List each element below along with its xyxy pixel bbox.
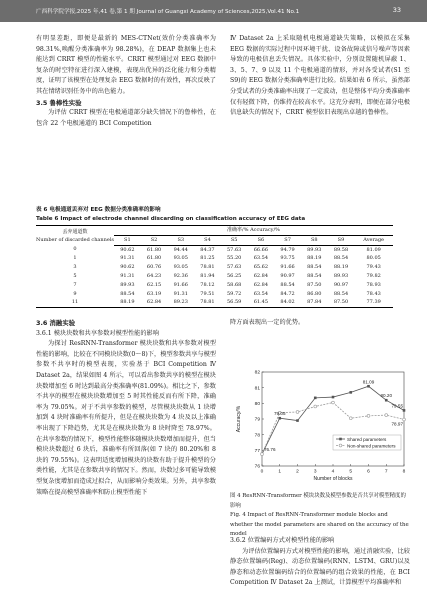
- table-cell-accuracy: 61.45: [248, 298, 275, 307]
- data-point-non-shared: [332, 401, 335, 404]
- table-row: [36, 254, 393, 263]
- page-number: 33: [392, 6, 401, 14]
- x-tick-label: 2: [296, 469, 299, 475]
- table-cell-accuracy: 91.66: [173, 281, 188, 288]
- table-cell-accuracy: 81.25: [200, 255, 215, 262]
- data-point-shared: [349, 391, 352, 394]
- data-label: 81.09: [362, 379, 375, 385]
- table-cell-accuracy: 88.54: [280, 281, 295, 288]
- right-column-lower-top: [230, 318, 410, 329]
- table-cell-accuracy: 62.84: [253, 281, 269, 288]
- table-cell-accuracy: 59.72: [227, 290, 242, 297]
- table-subject-header: S7: [274, 235, 301, 245]
- data-point-shared: [385, 399, 388, 402]
- table-cell-accuracy: 65.62: [253, 264, 269, 271]
- table-subject-header: S9: [328, 235, 355, 245]
- journal-header-text: 广西科学院学报,2025 年,41 卷,第 1 期 Journal of Guangxi Academy of Sciences,2025,Vol.41 No.1: [36, 9, 300, 15]
- legend-marker-shared: [339, 438, 342, 441]
- paragraph-advantage: 降方面表现出一定的优势。: [230, 319, 305, 326]
- table-subject-header: S6: [248, 235, 275, 245]
- table-cell-accuracy: 88.19: [307, 255, 322, 262]
- data-label: 79.55: [391, 403, 403, 409]
- table-cell-channels: 1: [73, 255, 77, 262]
- x-tick-label: 8: [402, 469, 406, 475]
- data-label: 80.20: [380, 393, 392, 399]
- table-subject-header: S5: [221, 235, 248, 245]
- subsection-title-position-encoding: 3.6.2 位置编码方式对模型性能的影响: [230, 537, 335, 544]
- right-column-lower-bottom: [230, 536, 410, 589]
- table-cell-channels: 7: [73, 281, 77, 288]
- x-tick-label: 1: [278, 469, 282, 475]
- table-cell-accuracy: 88.19: [333, 264, 349, 271]
- paragraph-blocks: 为探讨 ResRNN-Transformer 模块块数和共享参数对模型性能的影响，比较在不同模块块数(0～8)下，模型参数共享与模型参数不共享时的模型表现，实验基于 BCI Competition Ⅳ Dataset 2a，结果如图 4 所示，可以看出参数共享的模型在模块块数增加至 6 时达到最高分类准确率(81.09%)。相比之下，参数不共享的模型在模块块数增加至 5 时其性能反而有所下降，准确率为 79.05%。对于不共享参数的模型，尽管模块块数从 1 块增加到 4 块时准确率有所提升，但是在模块块数为 4 块及以上准确率出现了下降趋势，尤其是在模块块数为 8 块时降至 78.97%。在共享参数的情况下，模型性能整体随模块块数增加而提升，但当模块块数超过 6 块后，准确率有所回落(如 7 块的 80.20%和 8 块的 79.55%)。这表明适度增加模块的块数有助于提升模型的分类性能，尤其是在参数共享的情况下。然而，块数过多可能导致模型复杂度增加而造成过拟合，从而影响分类效果。另外，共享参数策略在提高模型准确率和防止模型性能下: [36, 340, 216, 496]
- section-title-robustness: 3.5 鲁棒性实验: [36, 98, 82, 107]
- subsection-title-blocks: 3.6.1 模块块数和共享参数对模型性能的影响: [36, 329, 159, 337]
- legend-label-shared: Shared parameters: [347, 436, 387, 442]
- table-caption: [36, 206, 416, 224]
- table-cell-accuracy: 93.05: [173, 255, 188, 262]
- y-tick-label: 80: [254, 401, 260, 407]
- figure-caption-cn: 图 4 ResRNN-Transformer 模块块数及模型参数是否共享对模型精度的影响: [230, 493, 406, 509]
- left-column-upper: [36, 34, 216, 129]
- legend-label-non-shared: Non-shared parameters: [347, 443, 396, 449]
- table-cell-accuracy: 84.37: [200, 246, 215, 253]
- section-title-ablation: 3.6 消融实验: [36, 319, 76, 327]
- paragraph-position-encoding: 为评估位置编码方式对模型性能的影响，通过消融实验，比较静态位置编码(Reg)、动态位置编码(RNN、LSTM、GRU)以及静态和动态位置编码结合的位置编码的组合效果的性能，在 BCI Competition Ⅳ Dataset 2a 上测试，计算模型平均准确率和: [230, 547, 410, 587]
- table-col0-header: 丢弃通道数 Number of discarded channels: [36, 226, 114, 246]
- y-tick-label: 78: [254, 433, 260, 439]
- table-cell-accuracy: 89.23: [167, 298, 194, 307]
- table-cell-accuracy: 87.84: [301, 298, 328, 307]
- table-row: [36, 290, 393, 299]
- data-point-non-shared: [261, 453, 264, 456]
- x-tick-label: 3: [313, 469, 317, 475]
- table-cell-accuracy: 86.80: [307, 290, 322, 297]
- table-cell-channels: 11: [36, 298, 114, 307]
- table-group-header: 准确率/% Accuracy/%: [114, 226, 393, 236]
- table-cell-accuracy: 89.93: [307, 246, 322, 253]
- table-row: [36, 263, 393, 272]
- table-cell-accuracy: 78.81: [194, 298, 221, 307]
- table-cell-accuracy: 63.54: [253, 290, 269, 297]
- table-cell-channels: 0: [73, 246, 77, 253]
- data-point-shared: [296, 419, 299, 422]
- data-label: 78.97: [391, 421, 403, 427]
- table-cell-accuracy: 88.19: [114, 298, 141, 307]
- y-tick-label: 77: [254, 448, 260, 454]
- table-row: [36, 298, 393, 307]
- table-cell-accuracy: 66.66: [253, 246, 269, 253]
- table-cell-accuracy: 58.68: [227, 281, 242, 288]
- table-cell-accuracy: 87.50: [328, 298, 355, 307]
- table-cell-accuracy: 79.82: [366, 272, 381, 279]
- table-cell-accuracy: 84.72: [280, 290, 295, 297]
- table-cell-accuracy: 79.51: [200, 290, 215, 297]
- table-cell-accuracy: 84.02: [274, 298, 301, 307]
- data-point-non-shared: [314, 405, 317, 408]
- data-point-shared: [278, 417, 281, 420]
- y-tick-label: 79: [254, 417, 260, 423]
- table-cell-accuracy: 93.05: [173, 264, 188, 271]
- table-cell-accuracy: 88.54: [333, 255, 349, 262]
- table-cell-accuracy: 63.54: [253, 255, 269, 262]
- table-cell-accuracy: 88.54: [333, 290, 349, 297]
- table-cell-accuracy: 78.43: [366, 290, 381, 297]
- table-cell-accuracy: 92.36: [173, 272, 188, 279]
- table-cell-accuracy: 90.62: [120, 264, 135, 271]
- right-column-upper: [230, 34, 410, 119]
- journal-header-bar: [0, 0, 427, 22]
- y-tick-label: 76: [254, 464, 260, 470]
- data-label: 79.05: [274, 411, 286, 417]
- data-point-non-shared: [385, 414, 388, 417]
- table-cell-accuracy: 90.97: [333, 281, 349, 288]
- table-cell-accuracy: 61.80: [146, 246, 162, 253]
- data-point-shared: [367, 385, 370, 388]
- table-caption-en: Table 6 Impact of electrode channel discarding on classification accuracy of EEG data: [36, 216, 306, 222]
- table-subject-header: S2: [141, 235, 168, 245]
- x-tick-label: 7: [384, 469, 388, 475]
- table-cell-accuracy: 89.93: [120, 281, 135, 288]
- y-tick-label: 81: [254, 386, 260, 392]
- table-row: [36, 245, 393, 254]
- table-subject-header: S3: [167, 235, 194, 245]
- x-tick-label: 4: [331, 469, 335, 475]
- y-tick-label: 82: [254, 370, 260, 376]
- table-cell-accuracy: 94.44: [173, 246, 188, 253]
- table-cell-channels: 9: [73, 290, 77, 297]
- table-subject-header: S8: [301, 235, 328, 245]
- table-cell-accuracy: 57.63: [227, 246, 242, 253]
- table-cell-accuracy: 78.93: [366, 281, 381, 288]
- table-subject-header: S1: [114, 235, 141, 245]
- accuracy-table: [36, 225, 393, 308]
- data-point-shared: [332, 396, 335, 399]
- table-cell-accuracy: 93.75: [280, 255, 295, 262]
- x-tick-label: 0: [260, 469, 264, 475]
- paragraph-robustness-method: Ⅳ Dataset 2a 上采取随机电极通道缺失策略，以模拟在采集 EEG 数据的实际过程中因环境干扰、设备故障或信号噪声等因素导致的电极信息丢失情况。具体实验中，分别设置随机屏蔽 1、3、5、7、9 以及 11 个电极通道的情形，并对各受试者(S1 至 S9)的 EEG 数据分类准确率进行比较。结果如表 6 所示，虽然部分受试者的分类准确率出现了一定波动，但是整体平均分类准确率仅有轻微下降，仍维持在较高水平。这充分表明，即便在部分电极信息缺失的情况下，CRRT 模型依旧表现出卓越的鲁棒性。: [230, 35, 410, 117]
- data-label: 76.76: [264, 447, 276, 453]
- table-cell-accuracy: 89.58: [333, 246, 349, 253]
- table-cell-accuracy: 88.54: [120, 290, 135, 297]
- data-point-non-shared: [403, 418, 406, 421]
- table-cell-accuracy: 91.31: [120, 255, 135, 262]
- table-cell-accuracy: 90.62: [120, 246, 135, 253]
- table-cell-accuracy: 62.84: [253, 272, 269, 279]
- table-cell-accuracy: 63.19: [146, 290, 162, 297]
- table-cell-accuracy: 61.80: [146, 255, 162, 262]
- table-cell-accuracy: 56.59: [221, 298, 248, 307]
- table-cell-accuracy: 57.63: [227, 264, 242, 271]
- table-cell-channels: 5: [73, 272, 77, 279]
- table-cell-accuracy: 81.94: [200, 272, 215, 279]
- figure-caption-en: Fig. 4 Impact of ResRNN-Transformer module blocks and whether the model parameters are shared on the accuracy of the model: [230, 512, 409, 538]
- table-cell-accuracy: 88.54: [307, 264, 322, 271]
- table-cell-accuracy: 62.84: [141, 298, 168, 307]
- x-tick-label: 6: [367, 469, 370, 475]
- data-point-shared: [403, 409, 406, 412]
- table-cell-accuracy: 78.81: [200, 264, 215, 271]
- table-cell-accuracy: 56.25: [227, 272, 242, 279]
- table-cell-accuracy: 77.39: [354, 298, 393, 307]
- table-cell-accuracy: 62.15: [146, 281, 162, 288]
- table-cell-accuracy: 60.76: [146, 264, 162, 271]
- table-cell-accuracy: 64.23: [146, 272, 162, 279]
- left-column-lower: [36, 318, 216, 498]
- table-cell-accuracy: 91.66: [280, 264, 295, 271]
- table-subject-header: S4: [194, 235, 221, 245]
- table-cell-accuracy: 87.50: [307, 281, 322, 288]
- table-cell-accuracy: 81.09: [366, 246, 381, 253]
- table-cell-accuracy: 91.31: [120, 272, 135, 279]
- table-subject-header: Average: [354, 235, 393, 245]
- table-cell-accuracy: 88.54: [307, 272, 322, 279]
- data-point-non-shared: [349, 417, 352, 420]
- figure-4: [232, 366, 410, 488]
- table-cell-accuracy: 55.20: [227, 255, 242, 262]
- table-cell-accuracy: 94.79: [280, 246, 295, 253]
- accuracy-line-chart: [232, 366, 410, 488]
- figure-caption: [230, 492, 410, 540]
- x-tick-label: 5: [349, 469, 353, 475]
- x-axis-label: Number of blocks: [313, 476, 353, 482]
- table-row: [36, 272, 393, 281]
- data-point-non-shared: [367, 414, 370, 417]
- table-cell-accuracy: 91.31: [173, 290, 188, 297]
- table-cell-accuracy: 80.05: [366, 255, 381, 262]
- table-row: [36, 281, 393, 290]
- paragraph-mes-ctnet: 有明显差距，即便是最新的 MES-CTNet(效价分类准确率为 98.31%,唤醒分类准确率为 98.28%)，在 DEAP 数据集上也未能达到 CRRT 模型的性能水平。CRRT 模型通过对 EEG 数据中复杂的时空特征进行深入建模，表现出优异的泛化能力和分类精度，证明了该模型在处理复杂 EEG 数据时的有效性，再次反映了其在情绪识别任务中的出色能力。: [36, 35, 216, 95]
- data-point-non-shared: [296, 411, 299, 414]
- table-caption-cn: 表 6 电极通道丢弃对 EEG 数据分类准确率的影响: [36, 207, 161, 213]
- paragraph-robustness-intro: 为评估 CRRT 模型在电极通道部分缺失情况下的鲁棒性，在包含 22 个电极通道的 BCI Competition: [36, 109, 216, 127]
- table-cell-accuracy: 78.12: [200, 281, 215, 288]
- table-cell-accuracy: 89.93: [333, 272, 349, 279]
- table-cell-channels: 3: [73, 264, 77, 271]
- data-point-shared: [314, 397, 317, 400]
- table-cell-accuracy: 79.43: [366, 264, 381, 271]
- y-axis-label: Accuracy/%: [236, 405, 242, 433]
- legend-marker-non-shared: [339, 444, 342, 447]
- table-cell-accuracy: 90.97: [280, 272, 295, 279]
